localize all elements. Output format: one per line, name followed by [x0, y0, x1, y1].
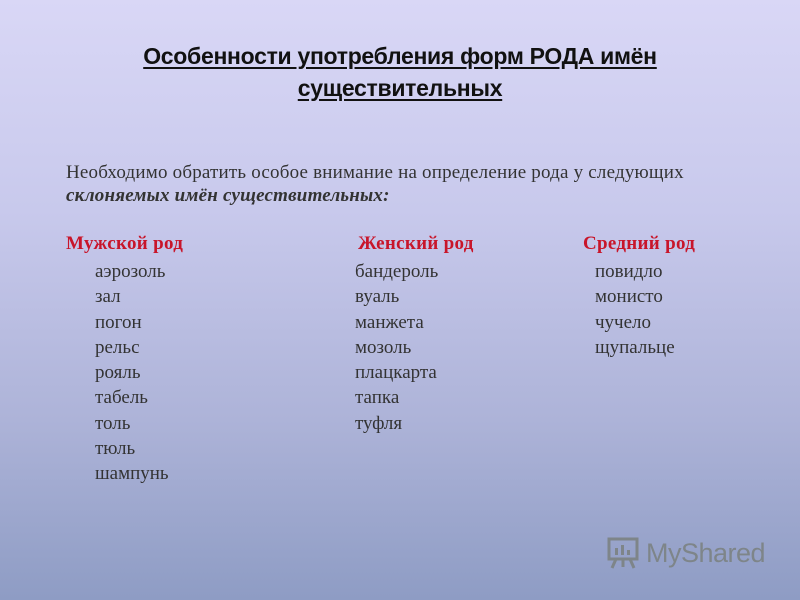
- intro-emphasis: склоняемых имён существительных:: [66, 185, 390, 206]
- intro-text: Необходимо обратить особое внимание на определение рода у следующих: [66, 162, 684, 183]
- intro-paragraph: [66, 161, 756, 207]
- list-item: щупальце: [595, 336, 675, 358]
- list-item: чучело: [595, 311, 652, 333]
- title-line-2: существительных: [297, 75, 503, 101]
- heading-feminine: Женский род: [358, 233, 474, 254]
- list-item: манжета: [355, 311, 424, 333]
- presentation-board-icon: [606, 536, 640, 570]
- list-item: тюль: [95, 438, 136, 460]
- heading-neuter: Средний род: [583, 233, 696, 254]
- list-item: зал: [95, 286, 121, 308]
- list-item: вуаль: [355, 286, 400, 308]
- list-item: повидло: [595, 261, 663, 282]
- neuter-word-list: [595, 259, 675, 360]
- list-item: бандероль: [355, 261, 439, 282]
- list-item: рояль: [95, 362, 141, 384]
- heading-masculine: Мужской род: [66, 233, 184, 254]
- list-item: толь: [95, 412, 131, 434]
- list-item: тапка: [355, 387, 400, 409]
- list-item: монисто: [595, 286, 663, 308]
- list-item: шампунь: [95, 463, 169, 485]
- list-item: табель: [95, 387, 148, 409]
- title-line-1: Особенности употребления форм РОДА имён: [143, 43, 657, 69]
- masculine-word-list: [95, 259, 169, 487]
- page-title: [0, 40, 800, 104]
- list-item: рельс: [95, 336, 140, 358]
- list-item: туфля: [355, 412, 403, 434]
- list-item: плацкарта: [355, 362, 437, 384]
- feminine-word-list: [355, 259, 438, 436]
- list-item: погон: [95, 311, 142, 333]
- list-item: мозоль: [355, 336, 412, 358]
- myshared-watermark: [606, 536, 765, 570]
- watermark-text: MyShared: [646, 537, 766, 568]
- list-item: аэрозоль: [95, 261, 166, 282]
